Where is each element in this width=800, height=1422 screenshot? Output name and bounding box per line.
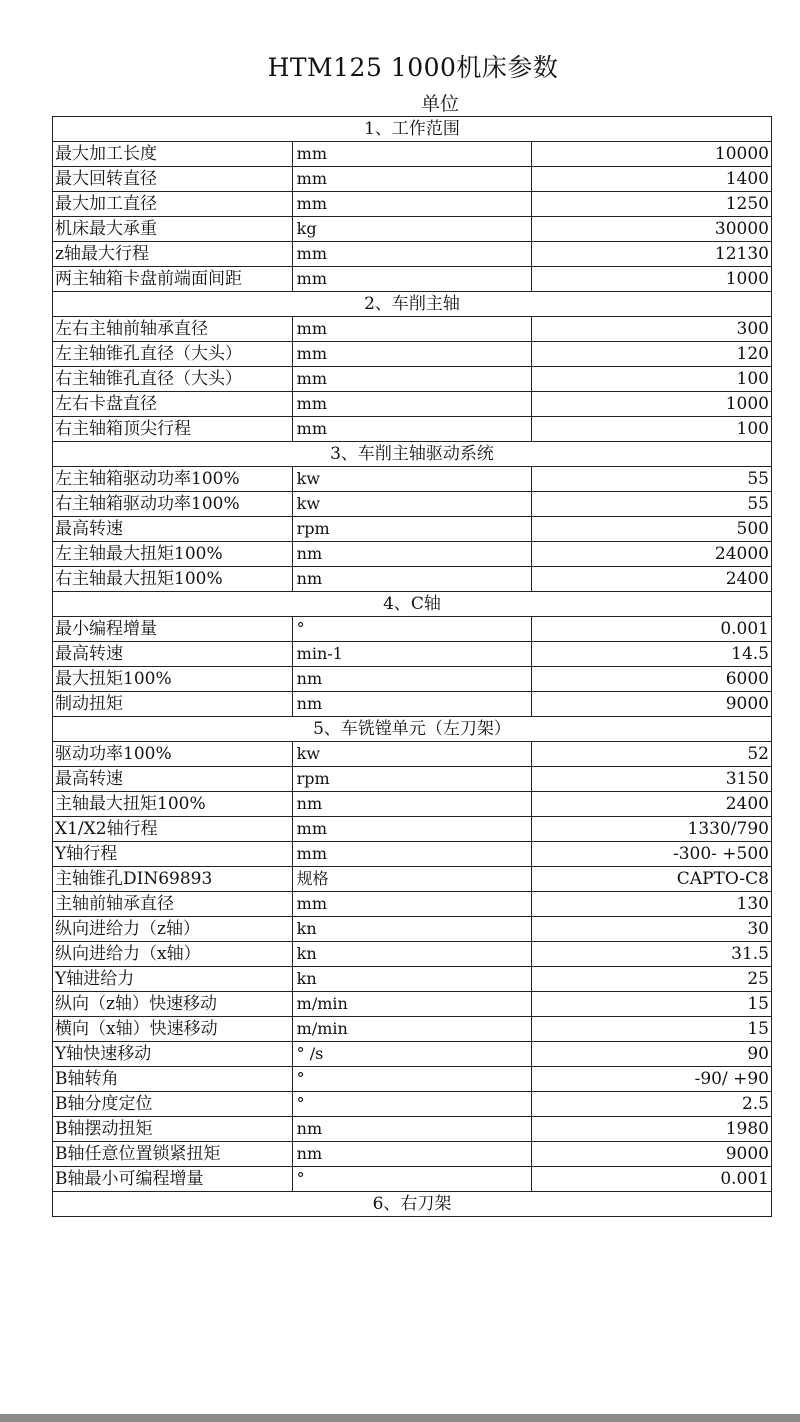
param-name-cell: 右主轴最大扭矩100% bbox=[53, 567, 293, 592]
section-header-row bbox=[53, 1192, 772, 1217]
param-name-cell: 最高转速 bbox=[53, 517, 293, 542]
param-name-cell: Y轴进给力 bbox=[53, 967, 293, 992]
param-value-cell: 52 bbox=[532, 742, 772, 767]
table-row bbox=[53, 392, 772, 417]
param-unit-cell: kw bbox=[292, 467, 532, 492]
param-unit-cell: mm bbox=[292, 192, 532, 217]
section-title: 3、车削主轴驱动系统 bbox=[53, 442, 772, 467]
section-title: 4、C轴 bbox=[53, 592, 772, 617]
section-title: 6、右刀架 bbox=[53, 1192, 772, 1217]
param-value-cell: 300 bbox=[532, 317, 772, 342]
table-row bbox=[53, 742, 772, 767]
section-title: 5、车铣镗单元（左刀架） bbox=[53, 717, 772, 742]
param-value-cell: 31.5 bbox=[532, 942, 772, 967]
table-row bbox=[53, 767, 772, 792]
param-unit-cell: 规格 bbox=[292, 867, 532, 892]
param-unit-cell: mm bbox=[292, 892, 532, 917]
param-unit-cell: kw bbox=[292, 742, 532, 767]
param-name-cell: B轴最小可编程增量 bbox=[53, 1167, 293, 1192]
table-row bbox=[53, 992, 772, 1017]
param-name-cell: 最高转速 bbox=[53, 767, 293, 792]
param-value-cell: 1250 bbox=[532, 192, 772, 217]
param-unit-cell: ° bbox=[292, 617, 532, 642]
table-row bbox=[53, 967, 772, 992]
table-row bbox=[53, 342, 772, 367]
param-name-cell: 纵向进给力（z轴） bbox=[53, 917, 293, 942]
spec-table-body bbox=[53, 117, 772, 1217]
table-row bbox=[53, 267, 772, 292]
param-unit-cell: m/min bbox=[292, 992, 532, 1017]
table-row bbox=[53, 317, 772, 342]
param-value-cell: 130 bbox=[532, 892, 772, 917]
table-row bbox=[53, 1092, 772, 1117]
param-unit-cell: kn bbox=[292, 942, 532, 967]
spec-table bbox=[52, 116, 772, 1217]
param-value-cell: 30 bbox=[532, 917, 772, 942]
param-name-cell: 主轴最大扭矩100% bbox=[53, 792, 293, 817]
param-name-cell: B轴任意位置锁紧扭矩 bbox=[53, 1142, 293, 1167]
param-unit-cell: mm bbox=[292, 317, 532, 342]
param-value-cell: 100 bbox=[532, 417, 772, 442]
section-title: 1、工作范围 bbox=[53, 117, 772, 142]
section-header-row bbox=[53, 717, 772, 742]
param-name-cell: 纵向进给力（x轴） bbox=[53, 942, 293, 967]
param-unit-cell: ° /s bbox=[292, 1042, 532, 1067]
table-row bbox=[53, 917, 772, 942]
bottom-bar bbox=[0, 1414, 800, 1422]
param-name-cell: 制动扭矩 bbox=[53, 692, 293, 717]
param-value-cell: 3150 bbox=[532, 767, 772, 792]
param-name-cell: 最高转速 bbox=[53, 642, 293, 667]
param-value-cell: 9000 bbox=[532, 692, 772, 717]
table-row bbox=[53, 1067, 772, 1092]
param-unit-cell: kw bbox=[292, 492, 532, 517]
param-value-cell: 120 bbox=[532, 342, 772, 367]
table-row bbox=[53, 417, 772, 442]
param-unit-cell: nm bbox=[292, 692, 532, 717]
param-value-cell: 15 bbox=[532, 992, 772, 1017]
param-unit-cell: rpm bbox=[292, 767, 532, 792]
param-unit-cell: nm bbox=[292, 1142, 532, 1167]
table-row bbox=[53, 492, 772, 517]
section-header-row bbox=[53, 117, 772, 142]
table-row bbox=[53, 792, 772, 817]
param-name-cell: 右主轴箱驱动功率100% bbox=[53, 492, 293, 517]
table-row bbox=[53, 1042, 772, 1067]
param-name-cell: 主轴锥孔DIN69893 bbox=[53, 867, 293, 892]
param-name-cell: B轴分度定位 bbox=[53, 1092, 293, 1117]
param-name-cell: 左主轴最大扭矩100% bbox=[53, 542, 293, 567]
param-unit-cell: mm bbox=[292, 842, 532, 867]
param-name-cell: 横向（x轴）快速移动 bbox=[53, 1017, 293, 1042]
param-unit-cell: rpm bbox=[292, 517, 532, 542]
param-value-cell: 2.5 bbox=[532, 1092, 772, 1117]
param-value-cell: 9000 bbox=[532, 1142, 772, 1167]
param-unit-cell: nm bbox=[292, 567, 532, 592]
table-row bbox=[53, 1142, 772, 1167]
param-value-cell: 55 bbox=[532, 492, 772, 517]
param-name-cell: 最大加工长度 bbox=[53, 142, 293, 167]
param-unit-cell: ° bbox=[292, 1092, 532, 1117]
table-row bbox=[53, 517, 772, 542]
param-unit-cell: ° bbox=[292, 1167, 532, 1192]
param-value-cell: 12130 bbox=[532, 242, 772, 267]
param-name-cell: 最大扭矩100% bbox=[53, 667, 293, 692]
table-row bbox=[53, 892, 772, 917]
param-value-cell: 1400 bbox=[532, 167, 772, 192]
param-unit-cell: mm bbox=[292, 167, 532, 192]
param-value-cell: 6000 bbox=[532, 667, 772, 692]
param-name-cell: 驱动功率100% bbox=[53, 742, 293, 767]
table-row bbox=[53, 942, 772, 967]
param-name-cell: 主轴前轴承直径 bbox=[53, 892, 293, 917]
param-value-cell: 1980 bbox=[532, 1117, 772, 1142]
param-value-cell: 2400 bbox=[532, 792, 772, 817]
param-unit-cell: m/min bbox=[292, 1017, 532, 1042]
param-value-cell: 1000 bbox=[532, 267, 772, 292]
param-unit-cell: mm bbox=[292, 367, 532, 392]
param-name-cell: 右主轴箱顶尖行程 bbox=[53, 417, 293, 442]
param-value-cell: 90 bbox=[532, 1042, 772, 1067]
param-name-cell: 最大加工直径 bbox=[53, 192, 293, 217]
param-value-cell: 2400 bbox=[532, 567, 772, 592]
param-value-cell: 500 bbox=[532, 517, 772, 542]
unit-column-header: 单位 bbox=[420, 93, 459, 115]
param-name-cell: z轴最大行程 bbox=[53, 242, 293, 267]
table-row bbox=[53, 1117, 772, 1142]
table-row bbox=[53, 842, 772, 867]
section-header-row bbox=[53, 442, 772, 467]
param-name-cell: 左主轴箱驱动功率100% bbox=[53, 467, 293, 492]
table-row bbox=[53, 617, 772, 642]
param-name-cell: 左主轴锥孔直径（大头） bbox=[53, 342, 293, 367]
param-value-cell: 0.001 bbox=[532, 617, 772, 642]
table-row bbox=[53, 567, 772, 592]
table-row bbox=[53, 667, 772, 692]
section-header-row bbox=[53, 592, 772, 617]
param-value-cell: 100 bbox=[532, 367, 772, 392]
param-unit-cell: kn bbox=[292, 967, 532, 992]
table-row bbox=[53, 217, 772, 242]
param-name-cell: 左右主轴前轴承直径 bbox=[53, 317, 293, 342]
table-row bbox=[53, 142, 772, 167]
param-name-cell: 最大回转直径 bbox=[53, 167, 293, 192]
table-row bbox=[53, 1167, 772, 1192]
param-value-cell: 30000 bbox=[532, 217, 772, 242]
param-unit-cell: mm bbox=[292, 342, 532, 367]
param-name-cell: Y轴行程 bbox=[53, 842, 293, 867]
param-unit-cell: nm bbox=[292, 667, 532, 692]
param-unit-cell: mm bbox=[292, 817, 532, 842]
table-row bbox=[53, 542, 772, 567]
param-name-cell: X1/X2轴行程 bbox=[53, 817, 293, 842]
param-name-cell: 机床最大承重 bbox=[53, 217, 293, 242]
param-name-cell: 最小编程增量 bbox=[53, 617, 293, 642]
table-row bbox=[53, 642, 772, 667]
param-unit-cell: min-1 bbox=[292, 642, 532, 667]
table-row bbox=[53, 242, 772, 267]
param-value-cell: -300- +500 bbox=[532, 842, 772, 867]
table-row bbox=[53, 467, 772, 492]
param-name-cell: Y轴快速移动 bbox=[53, 1042, 293, 1067]
param-value-cell: 1330/790 bbox=[532, 817, 772, 842]
document-title: HTM125 1000机床参数 bbox=[267, 53, 559, 82]
param-unit-cell: kn bbox=[292, 917, 532, 942]
table-row bbox=[53, 692, 772, 717]
table-row bbox=[53, 817, 772, 842]
param-name-cell: 两主轴箱卡盘前端面间距 bbox=[53, 267, 293, 292]
param-unit-cell: mm bbox=[292, 392, 532, 417]
table-row bbox=[53, 367, 772, 392]
param-unit-cell: mm bbox=[292, 242, 532, 267]
param-unit-cell: kg bbox=[292, 217, 532, 242]
param-value-cell: 10000 bbox=[532, 142, 772, 167]
param-name-cell: 左右卡盘直径 bbox=[53, 392, 293, 417]
param-value-cell: 25 bbox=[532, 967, 772, 992]
section-header-row bbox=[53, 292, 772, 317]
param-name-cell: B轴摆动扭矩 bbox=[53, 1117, 293, 1142]
param-name-cell: 右主轴锥孔直径（大头） bbox=[53, 367, 293, 392]
param-value-cell: 0.001 bbox=[532, 1167, 772, 1192]
table-row bbox=[53, 867, 772, 892]
param-value-cell: 15 bbox=[532, 1017, 772, 1042]
param-unit-cell: nm bbox=[292, 1117, 532, 1142]
param-unit-cell: mm bbox=[292, 417, 532, 442]
table-row bbox=[53, 1017, 772, 1042]
param-name-cell: B轴转角 bbox=[53, 1067, 293, 1092]
param-unit-cell: mm bbox=[292, 267, 532, 292]
param-unit-cell: nm bbox=[292, 792, 532, 817]
param-name-cell: 纵向（z轴）快速移动 bbox=[53, 992, 293, 1017]
param-value-cell: 1000 bbox=[532, 392, 772, 417]
section-title: 2、车削主轴 bbox=[53, 292, 772, 317]
param-value-cell: 14.5 bbox=[532, 642, 772, 667]
param-value-cell: -90/ +90 bbox=[532, 1067, 772, 1092]
table-row bbox=[53, 167, 772, 192]
param-unit-cell: nm bbox=[292, 542, 532, 567]
param-unit-cell: mm bbox=[292, 142, 532, 167]
table-row bbox=[53, 192, 772, 217]
param-value-cell: CAPTO-C8 bbox=[532, 867, 772, 892]
param-unit-cell: ° bbox=[292, 1067, 532, 1092]
param-value-cell: 55 bbox=[532, 467, 772, 492]
param-value-cell: 24000 bbox=[532, 542, 772, 567]
